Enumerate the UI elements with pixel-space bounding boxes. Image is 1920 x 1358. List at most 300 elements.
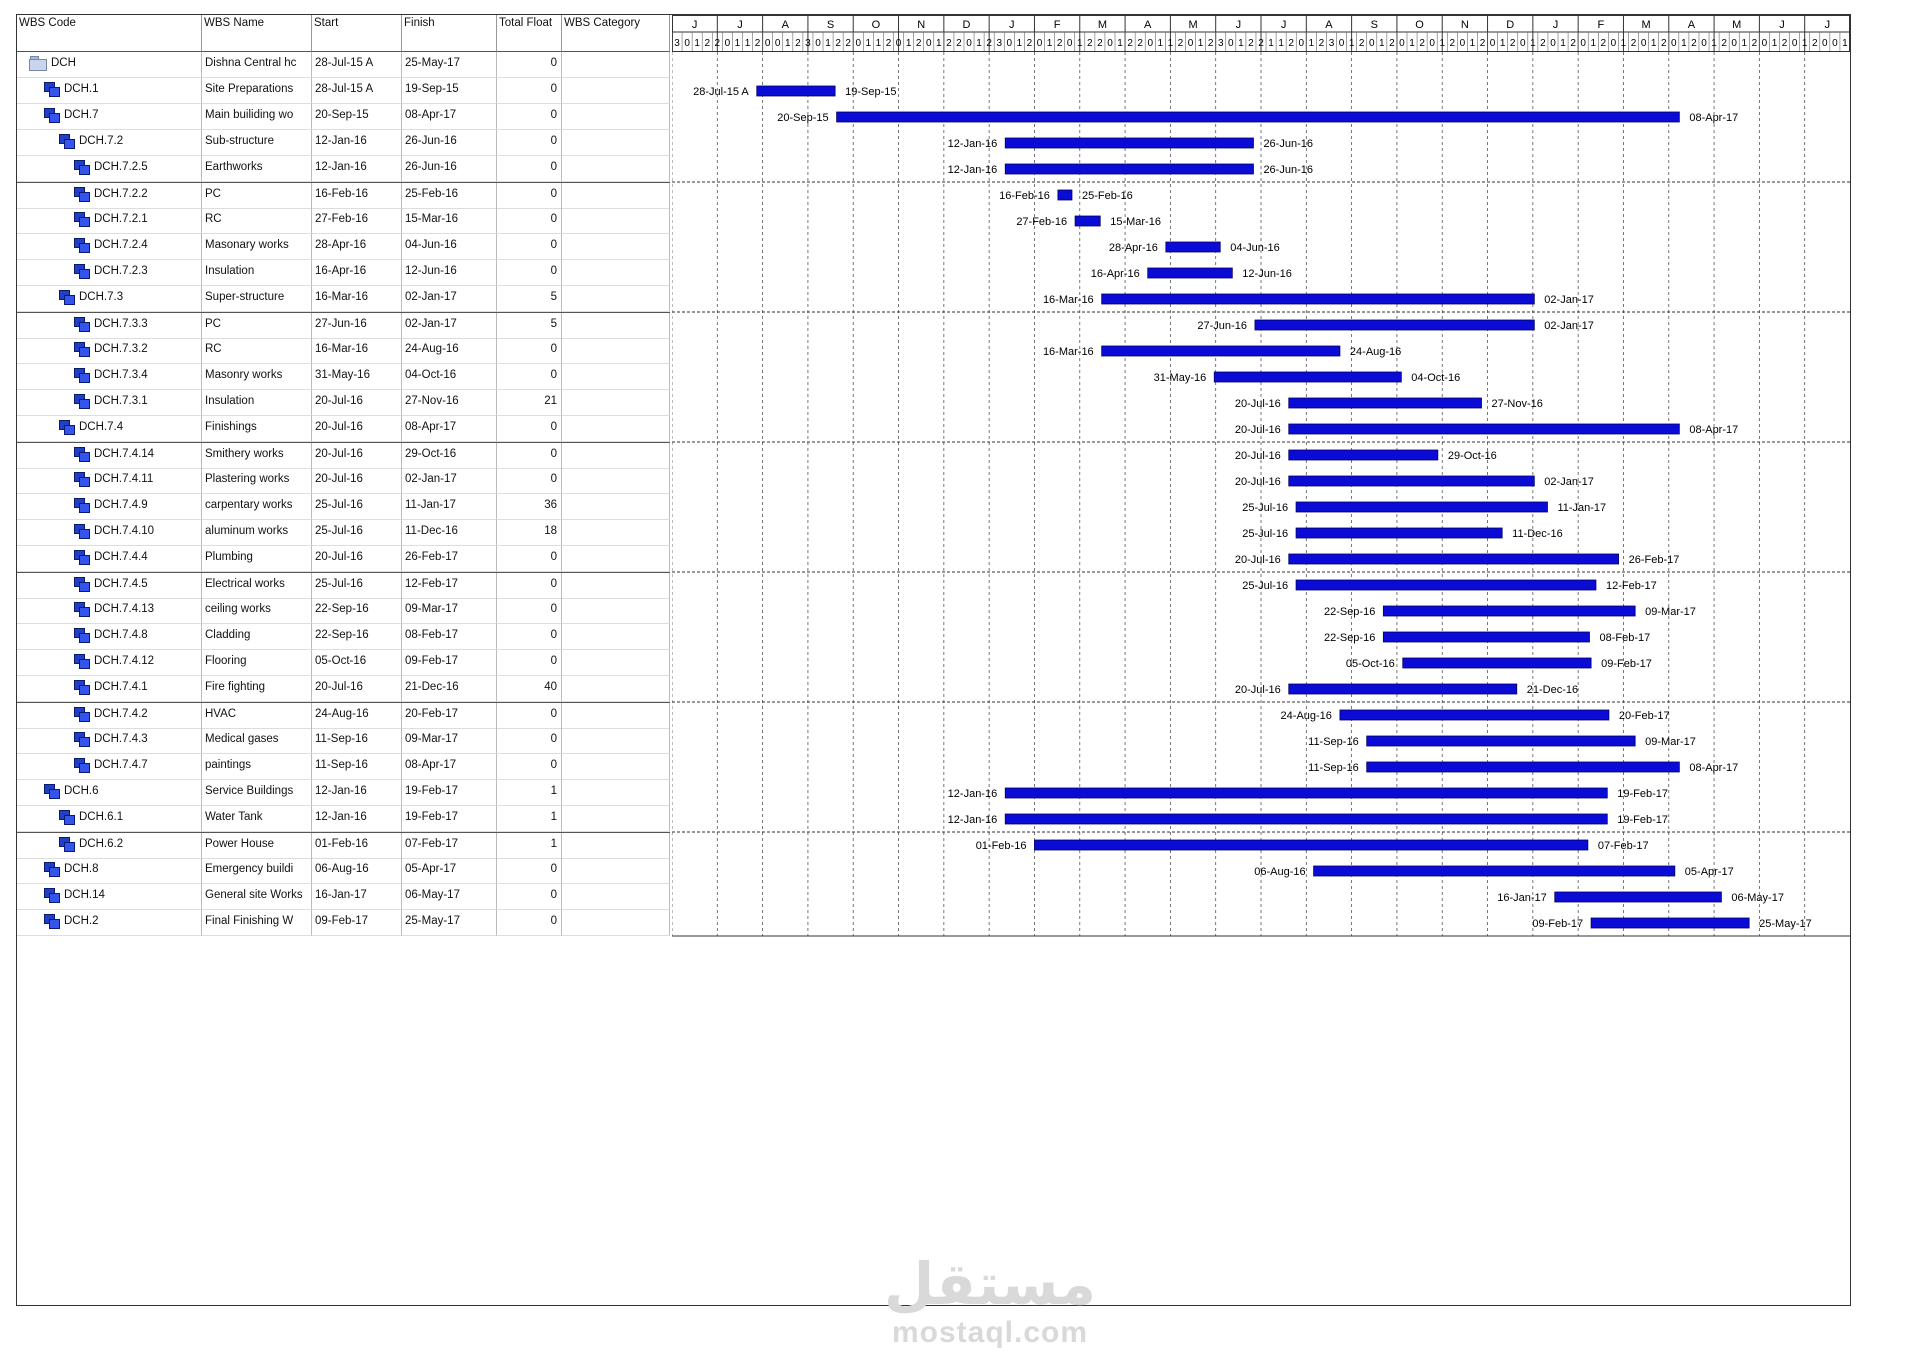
- table-row[interactable]: [17, 728, 670, 754]
- cell-category: [562, 364, 670, 390]
- bar-finish-label: 27-Nov-16: [1491, 398, 1543, 410]
- column-header-start[interactable]: Start: [312, 15, 402, 52]
- cell-code: [17, 650, 202, 676]
- cell-finish: 04-Oct-16: [402, 364, 497, 390]
- gantt-chart: [672, 15, 1850, 940]
- cell-finish: 02-Jan-17: [402, 313, 497, 339]
- cell-name: Insulation: [202, 390, 312, 416]
- table-row[interactable]: [17, 312, 670, 339]
- week-label: 0: [1147, 38, 1154, 49]
- cell-name: Main builiding wo: [202, 104, 312, 130]
- wbs-code-text: DCH.7.2.1: [94, 213, 148, 225]
- month-label: F: [1053, 19, 1061, 31]
- cell-category: [562, 208, 670, 234]
- cell-name: Cladding: [202, 624, 312, 650]
- cell-float: 5: [497, 286, 562, 312]
- wbs-icon: [44, 862, 60, 876]
- wbs-code-text: DCH.6.2: [79, 838, 124, 850]
- cell-float: 0: [497, 573, 562, 599]
- week-label: 0: [895, 38, 902, 49]
- wbs-icon: [59, 134, 75, 148]
- table-row[interactable]: [17, 156, 670, 182]
- cell-start: 20-Jul-16: [312, 443, 402, 469]
- cell-float: 1: [497, 806, 562, 832]
- week-label: 1: [936, 38, 942, 49]
- week-label: 0: [1761, 38, 1768, 49]
- table-row[interactable]: [17, 338, 670, 364]
- week-label: 1: [1560, 38, 1566, 49]
- month-label: S: [826, 19, 835, 31]
- wbs-icon: [74, 238, 90, 252]
- cell-start: 20-Jul-16: [312, 468, 402, 494]
- wbs-code-text: DCH.8: [64, 863, 99, 875]
- bar-start-label: 24-Aug-16: [1280, 710, 1332, 722]
- bar-finish-label: 08-Apr-17: [1689, 762, 1739, 774]
- cell-start: 16-Mar-16: [312, 286, 402, 312]
- watermark-arabic: مستقل: [883, 1250, 1097, 1318]
- cell-float: 0: [497, 104, 562, 130]
- week-label: 0: [1036, 38, 1043, 49]
- week-label: 1: [1681, 38, 1687, 49]
- cell-float: 0: [497, 858, 562, 884]
- cell-start: 12-Jan-16: [312, 806, 402, 832]
- cell-category: [562, 546, 670, 572]
- cell-float: 0: [497, 650, 562, 676]
- table-row[interactable]: [17, 702, 670, 729]
- cell-start: 20-Jul-16: [312, 390, 402, 416]
- week-label: 0: [1519, 38, 1526, 49]
- wbs-code-text: DCH.7.4.13: [94, 603, 155, 615]
- cell-start: 16-Mar-16: [312, 338, 402, 364]
- cell-start: 20-Sep-15: [312, 104, 402, 130]
- wbs-code-text: DCH.1: [64, 83, 99, 95]
- cell-name: Smithery works: [202, 443, 312, 469]
- cell-finish: 02-Jan-17: [402, 468, 497, 494]
- cell-start: 12-Jan-16: [312, 780, 402, 806]
- bar-finish-label: 02-Jan-17: [1544, 476, 1594, 488]
- cell-start: 22-Sep-16: [312, 624, 402, 650]
- cell-code: [17, 728, 202, 754]
- table-row[interactable]: [17, 104, 670, 130]
- wbs-icon: [74, 680, 90, 694]
- week-label: 3: [996, 38, 1003, 49]
- week-label: 2: [704, 38, 711, 49]
- week-label: 1: [1620, 38, 1627, 49]
- bar-finish-label: 19-Feb-17: [1617, 814, 1669, 826]
- bar-start-label: 22-Sep-16: [1323, 632, 1376, 644]
- gantt-bar: [837, 112, 1680, 122]
- cell-code: [17, 546, 202, 572]
- cell-code: [17, 494, 202, 520]
- cell-code: [17, 520, 202, 546]
- table-row[interactable]: [17, 676, 670, 702]
- wbs-icon: [74, 498, 90, 512]
- bar-start-label: 12-Jan-16: [947, 164, 998, 176]
- gantt-bar: [1166, 242, 1220, 252]
- week-label: 1: [1590, 38, 1597, 49]
- cell-name: Masonary works: [202, 234, 312, 260]
- gantt-bar: [1383, 632, 1589, 642]
- month-label: J: [1009, 19, 1015, 31]
- wbs-icon: [74, 368, 90, 382]
- week-label: 2: [986, 38, 992, 49]
- cell-finish: 25-May-17: [402, 52, 497, 78]
- cell-finish: 20-Feb-17: [402, 703, 497, 729]
- gantt-bar: [1296, 580, 1596, 590]
- week-label: 2: [1137, 38, 1143, 49]
- gantt-bar: [1005, 814, 1607, 824]
- week-label: 2: [1691, 38, 1697, 49]
- table-row[interactable]: [17, 754, 670, 780]
- week-label: 0: [1298, 38, 1305, 49]
- bar-finish-label: 09-Mar-17: [1645, 606, 1696, 618]
- cell-category: [562, 390, 670, 416]
- week-label: 1: [1076, 38, 1083, 49]
- week-label: 2: [1248, 38, 1254, 49]
- week-label: 2: [1570, 38, 1576, 49]
- week-label: 0: [1066, 38, 1073, 49]
- cell-float: 1: [497, 780, 562, 806]
- wbs-code-text: DCH.7.4.4: [94, 551, 148, 563]
- table-row[interactable]: [17, 286, 670, 312]
- watermark-latin: mostaql.com: [891, 1316, 1089, 1349]
- cell-category: [562, 313, 670, 339]
- week-label: 0: [764, 38, 771, 49]
- cell-name: Sub-structure: [202, 130, 312, 156]
- table-row[interactable]: [17, 494, 670, 520]
- cell-float: 1: [497, 833, 562, 859]
- month-label: M: [1641, 19, 1651, 31]
- week-label: 1: [1348, 38, 1355, 49]
- bar-start-label: 20-Jul-16: [1234, 450, 1281, 462]
- cell-finish: 25-May-17: [402, 910, 497, 936]
- month-label: D: [962, 19, 971, 31]
- column-header-wbs-name[interactable]: WBS Name: [202, 15, 312, 52]
- week-label: 2: [835, 38, 841, 49]
- bar-start-label: 20-Jul-16: [1234, 554, 1281, 566]
- week-label: 0: [1671, 38, 1677, 49]
- bar-finish-label: 08-Apr-17: [1689, 424, 1739, 436]
- table-row[interactable]: [17, 650, 670, 676]
- wbs-code-text: DCH.7.2.5: [94, 161, 148, 173]
- wbs-icon: [44, 784, 60, 798]
- cell-float: 0: [497, 130, 562, 156]
- week-label: 1: [1530, 38, 1536, 49]
- table-row[interactable]: [17, 390, 670, 416]
- bar-start-label: 11-Sep-16: [1308, 762, 1359, 774]
- wbs-icon: [74, 602, 90, 616]
- wbs-code-text: DCH.7.4.1: [94, 681, 148, 693]
- cell-finish: 15-Mar-16: [402, 208, 497, 234]
- gantt-bar: [1340, 710, 1609, 720]
- cell-finish: 12-Jun-16: [402, 260, 497, 286]
- month-label: J: [737, 19, 743, 31]
- wbs-icon: [74, 264, 90, 278]
- week-label: 0: [724, 38, 731, 49]
- week-label: 0: [966, 38, 972, 49]
- cell-float: 0: [497, 443, 562, 469]
- cell-code: [17, 260, 202, 286]
- wbs-code-text: DCH.7.3.1: [94, 395, 148, 407]
- month-label: M: [1188, 19, 1198, 31]
- week-label: 0: [1791, 38, 1798, 49]
- bar-start-label: 20-Jul-16: [1234, 476, 1281, 488]
- wbs-icon: [74, 758, 90, 772]
- week-label: 0: [1006, 38, 1013, 49]
- cell-code: [17, 703, 202, 729]
- cell-finish: 26-Feb-17: [402, 546, 497, 572]
- cell-category: [562, 573, 670, 599]
- cell-name: Super-structure: [202, 286, 312, 312]
- cell-name: Power House: [202, 833, 312, 859]
- bar-finish-label: 19-Feb-17: [1617, 788, 1669, 800]
- cell-start: 16-Jan-17: [312, 884, 402, 910]
- cell-start: 05-Oct-16: [312, 650, 402, 676]
- bar-start-label: 16-Jan-17: [1497, 892, 1547, 904]
- bar-start-label: 22-Sep-16: [1323, 606, 1376, 618]
- week-label: 1: [976, 38, 982, 49]
- table-row[interactable]: [17, 130, 670, 156]
- gantt-bar: [1005, 788, 1607, 798]
- gantt-bar: [1403, 658, 1591, 668]
- cell-code: [17, 624, 202, 650]
- month-label: M: [1732, 19, 1742, 31]
- week-label: 2: [1509, 38, 1516, 49]
- bar-start-label: 01-Feb-16: [975, 840, 1027, 852]
- bar-start-label: 28-Jul-15 A: [693, 86, 749, 98]
- column-header-finish[interactable]: Finish: [402, 15, 497, 52]
- cell-float: 0: [497, 468, 562, 494]
- gantt-bar: [1367, 736, 1635, 746]
- wbs-icon: [74, 187, 90, 201]
- week-label: 2: [1177, 38, 1184, 49]
- bar-start-label: 25-Jul-16: [1242, 528, 1289, 540]
- gantt-bar: [1591, 918, 1749, 928]
- month-label: J: [1824, 19, 1831, 31]
- cell-category: [562, 624, 670, 650]
- cell-finish: 09-Mar-17: [402, 598, 497, 624]
- bar-finish-label: 26-Jun-16: [1263, 138, 1313, 150]
- cell-finish: 08-Apr-17: [402, 754, 497, 780]
- week-label: 0: [925, 38, 932, 49]
- cell-start: 27-Jun-16: [312, 313, 402, 339]
- table-row[interactable]: [17, 598, 670, 624]
- cell-finish: 21-Dec-16: [402, 676, 497, 702]
- cell-float: 0: [497, 910, 562, 936]
- week-label: 1: [1741, 38, 1748, 49]
- cell-float: 0: [497, 884, 562, 910]
- bar-start-label: 16-Apr-16: [1090, 268, 1140, 280]
- month-label: A: [1144, 19, 1152, 31]
- wbs-icon: [44, 82, 60, 96]
- cell-float: 0: [497, 338, 562, 364]
- table-row[interactable]: [17, 208, 670, 234]
- week-label: 0: [684, 38, 690, 49]
- bar-start-label: 25-Jul-16: [1242, 580, 1289, 592]
- bar-finish-label: 20-Feb-17: [1618, 710, 1670, 722]
- wbs-code-text: DCH.7.4.11: [94, 473, 154, 485]
- week-label: 1: [1117, 38, 1123, 49]
- week-label: 2: [845, 38, 851, 49]
- bar-finish-label: 25-Feb-16: [1081, 190, 1133, 202]
- table-row[interactable]: [17, 780, 670, 806]
- cell-start: 28-Apr-16: [312, 234, 402, 260]
- week-label: 2: [1419, 38, 1425, 49]
- table-row[interactable]: [17, 910, 670, 936]
- cell-code: [17, 208, 202, 234]
- table-row[interactable]: [17, 858, 670, 884]
- gantt-bar: [1005, 164, 1253, 174]
- cell-finish: 27-Nov-16: [402, 390, 497, 416]
- column-header-wbs-category[interactable]: WBS Category: [562, 15, 670, 52]
- cell-float: 0: [497, 703, 562, 729]
- week-label: 2: [1026, 38, 1033, 49]
- cell-start: 25-Jul-16: [312, 520, 402, 546]
- week-label: 2: [1479, 38, 1486, 49]
- table-row[interactable]: [17, 234, 670, 260]
- table-row[interactable]: [17, 78, 670, 104]
- gantt-bar: [1075, 216, 1100, 226]
- cell-start: 28-Jul-15 A: [312, 78, 402, 104]
- week-label: 0: [1429, 38, 1435, 49]
- cell-category: [562, 520, 670, 546]
- bar-finish-label: 15-Mar-16: [1110, 216, 1161, 228]
- cell-name: PC: [202, 183, 312, 209]
- table-row[interactable]: [17, 364, 670, 390]
- wbs-code-text: DCH.7.4.3: [94, 733, 148, 745]
- week-label: 0: [1459, 38, 1466, 49]
- bar-start-label: 05-Oct-16: [1345, 658, 1395, 670]
- wbs-code-text: DCH.7.3: [79, 291, 124, 303]
- table-row[interactable]: [17, 416, 670, 442]
- gantt-bar: [1058, 190, 1072, 200]
- week-label: 0: [855, 38, 862, 49]
- table-row[interactable]: [17, 832, 670, 859]
- cell-code: [17, 676, 202, 702]
- wbs-icon: [59, 810, 75, 824]
- cell-name: aluminum works: [202, 520, 312, 546]
- gantt-bar: [1102, 294, 1535, 304]
- cell-code: [17, 780, 202, 806]
- schedule-frame: [16, 14, 1851, 1306]
- wbs-icon: [74, 654, 90, 668]
- table-row[interactable]: [17, 572, 670, 599]
- column-header-total-float[interactable]: Total Float: [497, 15, 562, 52]
- bar-finish-label: 04-Oct-16: [1411, 372, 1461, 384]
- month-label: J: [691, 19, 698, 31]
- bar-start-label: 12-Jan-16: [947, 788, 998, 800]
- cell-code: [17, 156, 202, 182]
- cell-code: [17, 598, 202, 624]
- week-label: 1: [1711, 38, 1717, 49]
- week-label: 2: [1781, 38, 1788, 49]
- bar-finish-label: 08-Apr-17: [1689, 112, 1739, 124]
- cell-name: Site Preparations: [202, 78, 312, 104]
- cell-finish: 08-Apr-17: [402, 416, 497, 442]
- week-label: 2: [714, 38, 721, 49]
- cell-name: HVAC: [202, 703, 312, 729]
- cell-finish: 26-Jun-16: [402, 156, 497, 182]
- cell-name: Plastering works: [202, 468, 312, 494]
- week-label: 0: [1731, 38, 1737, 49]
- month-label: J: [1280, 19, 1287, 31]
- week-label: 1: [1308, 38, 1315, 49]
- gantt-bar: [1314, 866, 1675, 876]
- wbs-code-text: DCH.7.4.12: [94, 655, 155, 667]
- cell-float: 0: [497, 546, 562, 572]
- week-label: 2: [1288, 38, 1294, 49]
- table-row[interactable]: [17, 546, 670, 572]
- cell-start: 11-Sep-16: [312, 728, 402, 754]
- cell-code: [17, 104, 202, 130]
- bar-finish-label: 12-Jun-16: [1242, 268, 1292, 280]
- week-label: 2: [1097, 38, 1103, 49]
- table-row[interactable]: [17, 52, 670, 78]
- cell-float: 0: [497, 156, 562, 182]
- table-row[interactable]: [17, 884, 670, 910]
- bar-finish-label: 29-Oct-16: [1447, 450, 1497, 462]
- wbs-code-text: DCH.7: [64, 109, 99, 121]
- cell-name: Emergency buildi: [202, 858, 312, 884]
- cell-name: RC: [202, 338, 312, 364]
- table-row[interactable]: [17, 260, 670, 286]
- week-label: 2: [946, 38, 952, 49]
- table-row[interactable]: [17, 624, 670, 650]
- week-label: 2: [1389, 38, 1395, 49]
- wbs-code-text: DCH.6: [64, 785, 99, 797]
- bar-finish-label: 19-Sep-15: [845, 86, 897, 98]
- cell-code: [17, 806, 202, 832]
- cell-finish: 19-Sep-15: [402, 78, 497, 104]
- gantt-bar: [1289, 450, 1438, 460]
- week-label: 1: [1016, 38, 1023, 49]
- week-label: 1: [1167, 38, 1174, 49]
- wbs-code-text: DCH.7.4.14: [94, 448, 155, 460]
- table-row[interactable]: [17, 520, 670, 546]
- wbs-icon: [74, 212, 90, 226]
- cell-start: 20-Jul-16: [312, 546, 402, 572]
- cell-name: Water Tank: [202, 806, 312, 832]
- cell-start: 01-Feb-16: [312, 833, 402, 859]
- cell-category: [562, 806, 670, 832]
- table-row[interactable]: [17, 442, 670, 469]
- gantt-bar: [1289, 684, 1517, 694]
- cell-start: 25-Jul-16: [312, 494, 402, 520]
- table-row[interactable]: [17, 468, 670, 494]
- bar-start-label: 27-Feb-16: [1016, 216, 1068, 228]
- gantt-bar: [1289, 398, 1482, 408]
- cell-name: carpentary works: [202, 494, 312, 520]
- wbs-code-text: DCH.7.3.2: [94, 343, 148, 355]
- wbs-code-text: DCH.7.4.7: [94, 759, 148, 771]
- column-header-wbs-code[interactable]: WBS Code: [17, 15, 202, 52]
- watermark: [820, 1252, 1160, 1350]
- table-row[interactable]: [17, 182, 670, 209]
- bar-finish-label: 12-Feb-17: [1605, 580, 1657, 592]
- bar-start-label: 09-Feb-17: [1532, 918, 1584, 930]
- wbs-code-text: DCH.7.4.8: [94, 629, 148, 641]
- week-label: 0: [1550, 38, 1556, 49]
- cell-category: [562, 754, 670, 780]
- week-label: 1: [694, 38, 700, 49]
- cell-category: [562, 130, 670, 156]
- table-row[interactable]: [17, 806, 670, 832]
- month-label: J: [1552, 19, 1559, 31]
- week-label: 2: [1751, 38, 1758, 49]
- cell-finish: 08-Feb-17: [402, 624, 497, 650]
- month-label: M: [1097, 19, 1108, 31]
- week-label: 0: [1228, 38, 1234, 49]
